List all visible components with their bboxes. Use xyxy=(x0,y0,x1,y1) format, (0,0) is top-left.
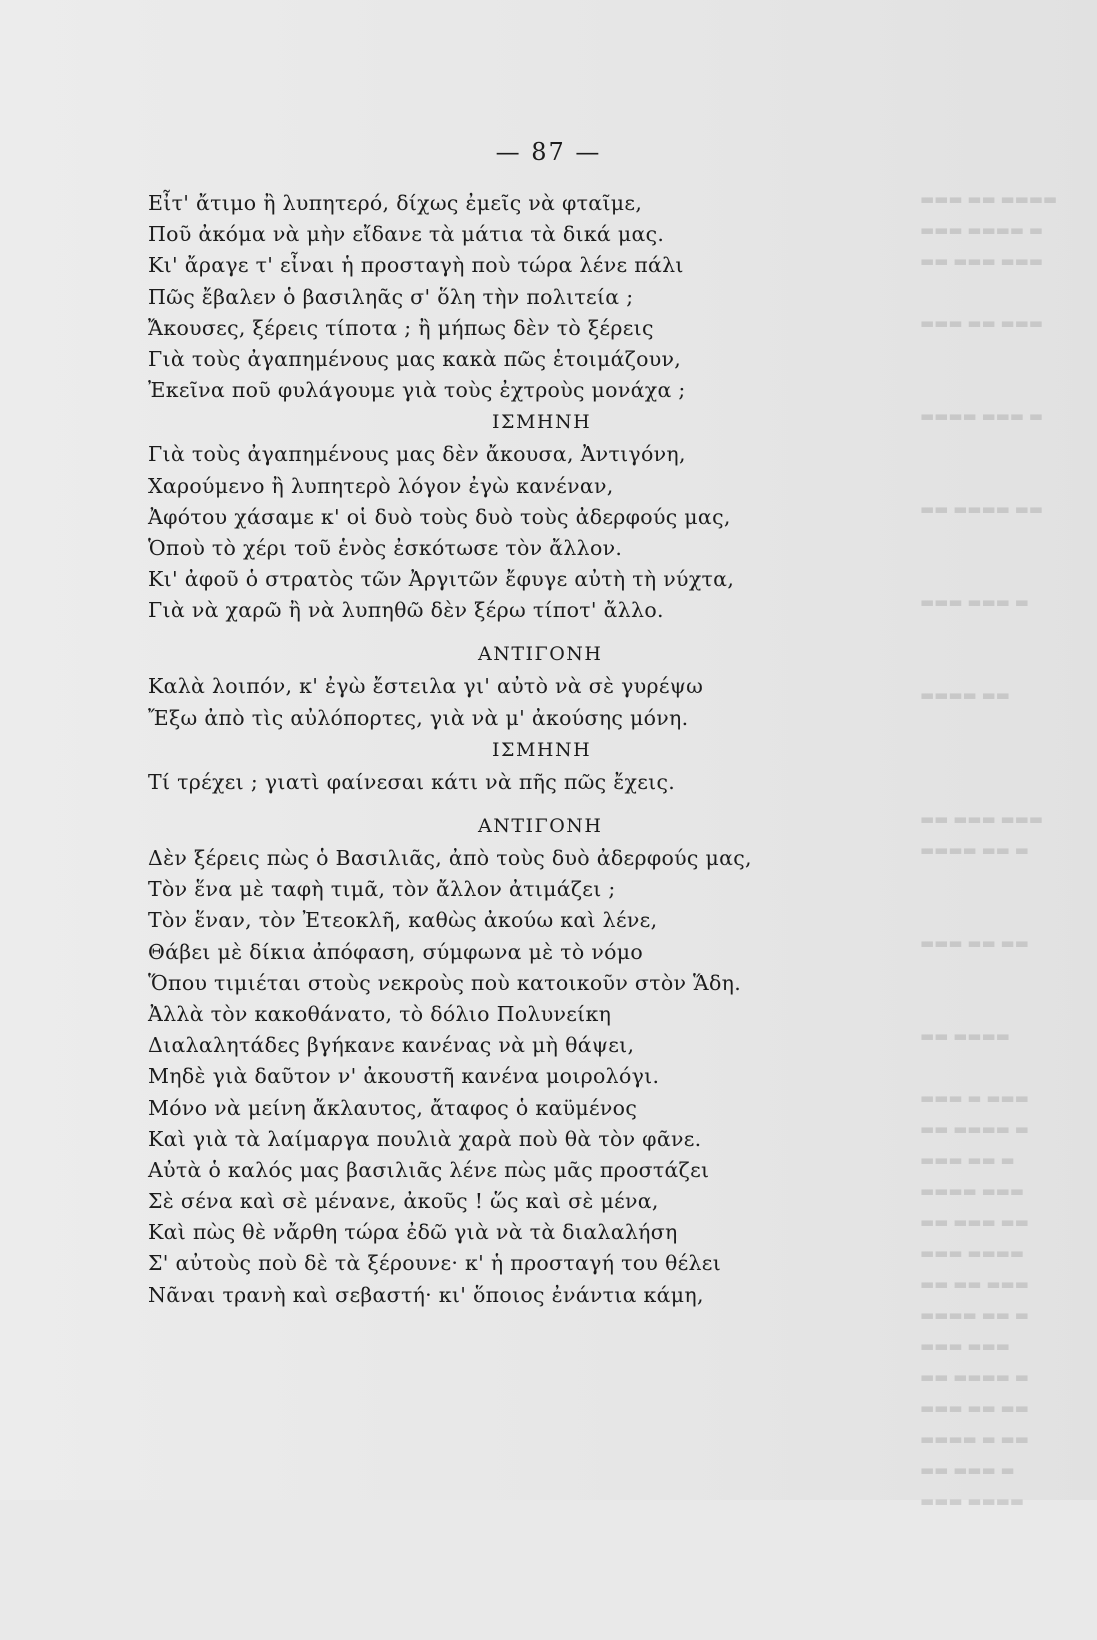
verse-line: Χαρούμενο ἢ λυπητερὸ λόγον ἐγὼ κανέναν, xyxy=(148,473,614,498)
verse-line: Σ' αὐτοὺς ποὺ δὲ τὰ ξέρουνε· κ' ἡ προσταγή του θέλει xyxy=(148,1251,722,1276)
verse-line: Θάβει μὲ δίκια ἀπόφαση, σύμφωνα μὲ τὸ νόμο xyxy=(148,939,644,964)
verse-line: Καὶ γιὰ τὰ λαίμαργα πουλιὰ χαρὰ ποὺ θὰ τὸν φᾶνε. xyxy=(148,1126,702,1151)
speech-antigoni-2 xyxy=(148,810,848,1311)
verse-line: Καλὰ λοιπόν, κ' ἐγὼ ἔστειλα γι' αὐτὸ νὰ σὲ γυρέψω xyxy=(148,674,704,699)
verse-line: Τί τρέχει ; γιατὶ φαίνεσαι κάτι νὰ πῆς πῶς ἔχεις. xyxy=(148,769,676,794)
speaker-heading: ΙΣΜΗΝΗ xyxy=(492,411,592,434)
verse-line: Ποῦ ἀκόμα νὰ μὴν εἴδανε τὰ μάτια τὰ δικά μας. xyxy=(148,222,665,247)
verse-line: Αὐτὰ ὁ καλός μας βασιλιᾶς λένε πὼς μᾶς προστάζει xyxy=(148,1157,710,1182)
verse-line: Ἄκουσες, ξέρεις τίποτα ; ἢ μήπως δὲν τὸ ξέρεις xyxy=(148,315,654,340)
verse-line: Καὶ πὼς θὲ νἄρθη τώρα ἐδῶ γιὰ νὰ τὰ διαλαλήση xyxy=(148,1220,678,1245)
verse-line: Γιὰ νὰ χαρῶ ἢ νὰ λυπηθῶ δὲν ξέρω τίποτ' ἄλλο. xyxy=(148,598,664,623)
speech-ismini-1 xyxy=(148,406,848,626)
verse-line: Τὸν ἕναν, τὸν Ἐτεοκλῆ, καθὼς ἀκούω καὶ λένε, xyxy=(148,908,658,933)
verse-line: Κι' ἀφοῦ ὁ στρατὸς τῶν Ἀργιτῶν ἔφυγε αὐτὴ τὴ νύχτα, xyxy=(148,567,735,592)
verse-line: Νᾶναι τρανὴ καὶ σεβαστή· κι' ὅποιος ἐνάντια κάμη, xyxy=(148,1282,704,1307)
verse-line: Ὅπου τιμιέται στοὺς νεκροὺς ποὺ κατοικοῦν στὸν Ἅδη. xyxy=(148,970,742,995)
speaker-heading: ΙΣΜΗΝΗ xyxy=(492,738,592,761)
verse-line: Τὸν ἕνα μὲ ταφὴ τιμᾶ, τὸν ἄλλον ἀτιμάζει ; xyxy=(148,877,616,902)
speaker-heading: ΑΝΤΙΓΟΝΗ xyxy=(478,643,603,666)
verse-line: Κι' ἄραγε τ' εἶναι ἡ προσταγὴ ποὺ τώρα λένε πάλι xyxy=(148,253,684,278)
speech-antigoni-1 xyxy=(148,638,848,733)
verse-line: Πῶς ἔβαλεν ὁ βασιληᾶς σ' ὅλη τὴν πολιτεία ; xyxy=(148,284,634,309)
page-number: — 87 — xyxy=(495,138,602,166)
play-text xyxy=(148,188,848,1311)
verse-line: Σὲ σένα καὶ σὲ μένανε, ἀκοῦς ! ὥς καὶ σὲ μένα, xyxy=(148,1189,659,1214)
opening-verse xyxy=(148,188,848,406)
verse-line: Γιὰ τοὺς ἀγαπημένους μας δὲν ἄκουσα, Ἀντιγόνη, xyxy=(148,442,686,467)
verse-line: Μηδὲ γιὰ δαῦτον ν' ἀκουστῆ κανένα μοιρολόγι. xyxy=(148,1064,660,1089)
verse-line: Εἶτ' ἄτιμο ἢ λυπητερό, δίχως ἐμεῖς νὰ φταῖμε, xyxy=(148,191,643,215)
verse-line: Γιὰ τοὺς ἀγαπημένους μας κακὰ πῶς ἑτοιμάζουν, xyxy=(148,346,682,371)
bleed-through-shadow: ▬▬▬ ▬▬ ▬▬▬▬ ▬▬▬ ▬▬▬▬ ▬ ▬▬ ▬▬▬ ▬▬▬ ▬▬▬ ▬▬ ▬▬▬ ▬▬▬▬ ▬▬▬ ▬ ▬▬ ▬▬▬▬ ▬▬ ▬▬▬ ▬▬▬ ▬ ▬▬▬▬ ▬▬ ▬▬ ▬▬▬ ▬▬▬ ▬▬▬▬ ▬▬ ▬ ▬▬▬ ▬▬ ▬▬ ▬▬ ▬▬▬▬ ▬▬▬ ▬ ▬▬▬ ▬▬ ▬▬▬▬ ▬ ▬▬▬ ▬▬ ▬ ▬▬▬▬ ▬▬▬ ▬▬ ▬▬▬ ▬▬ ▬▬▬ ▬▬▬▬ ▬▬ ▬▬ ▬▬▬ ▬▬▬▬ ▬▬ ▬ ▬▬▬ ▬▬▬ ▬▬ ▬▬▬▬ ▬ ▬▬▬ ▬▬ ▬▬ ▬▬▬▬ ▬ ▬▬ ▬▬ ▬▬▬ ▬ ▬▬▬ ▬▬▬▬ xyxy=(920,190,1058,1510)
verse-line: Δὲν ξέρεις πὼς ὁ Βασιλιᾶς, ἀπὸ τοὺς δυὸ ἀδερφούς μας, xyxy=(148,846,752,870)
verse-line: Ἀφότου χάσαμε κ' οἱ δυὸ τοὺς δυὸ τοὺς ἀδερφούς μας, xyxy=(148,504,731,529)
verse-line: Διαλαλητάδες βγήκανε κανένας νὰ μὴ θάψει, xyxy=(148,1033,635,1058)
speaker-heading: ΑΝΤΙΓΟΝΗ xyxy=(478,815,603,837)
verse-line: Ὁποὺ τὸ χέρι τοῦ ἑνὸς ἐσκότωσε τὸν ἄλλον. xyxy=(148,535,623,560)
verse-line: Ἔξω ἀπὸ τὶς αὐλόπορτες, γιὰ νὰ μ' ἀκούσης μόνη. xyxy=(148,705,689,730)
speech-ismini-2 xyxy=(148,734,848,798)
verse-line: Ἀλλὰ τὸν κακοθάνατο, τὸ δόλιο Πολυνείκη xyxy=(148,1001,612,1026)
verse-line: Ἐκεῖνα ποῦ φυλάγουμε γιὰ τοὺς ἐχτροὺς μονάχα ; xyxy=(148,378,686,403)
verse-line: Μόνο νὰ μείνη ἄκλαυτος, ἄταφος ὁ καϋμένος xyxy=(148,1095,638,1120)
